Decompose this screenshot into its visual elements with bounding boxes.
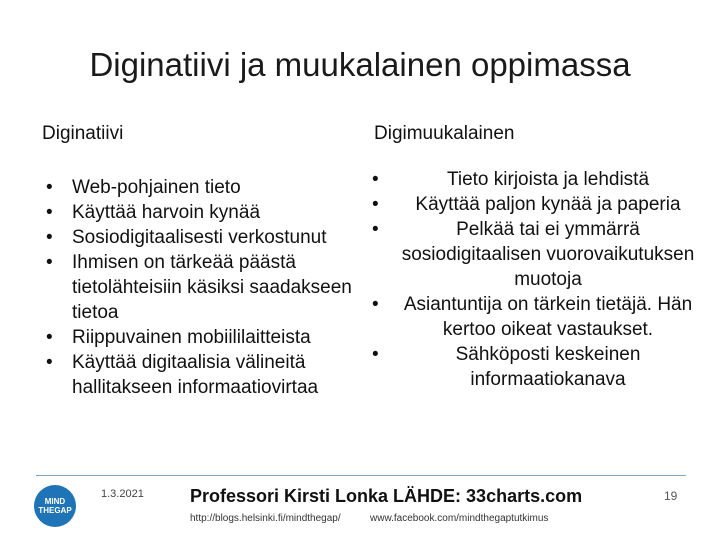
logo-line: THEGAP [38, 506, 72, 515]
footer-facebook-url[interactable]: www.facebook.com/mindthegaptutkimus [370, 513, 549, 524]
list-item: • Pelkää tai ei ymmärrä sosiodigitaalisen vuorovaikutuksen muotoja [368, 217, 698, 292]
mind-the-gap-logo [34, 485, 76, 527]
list-item: • Riippuvainen mobiililaitteista [42, 325, 362, 350]
footer-credit: Professori Kirsti Lonka LÄHDE: 33charts.com [190, 486, 583, 506]
logo-line: MIND [44, 497, 66, 506]
list-item: • Ihmisen on tärkeää päästä tietolähteisiin käsiksi saadakseen tietoa [42, 250, 362, 325]
left-column-heading: Diginatiivi [42, 123, 124, 144]
slide-date: 1.3.2021 [101, 488, 144, 500]
list-item: • Asiantuntija on tärkein tietäjä. Hän kertoo oikeat vastaukset. [368, 292, 698, 342]
list-item: • Sähköposti keskeinen informaatiokanava [368, 342, 698, 392]
list-item: • Käyttää harvoin kynää [42, 200, 362, 225]
list-item: • Käyttää digitaalisia välineitä hallitakseen informaatiovirtaa [42, 350, 362, 400]
left-bullet-list [42, 175, 362, 400]
footer-divider [36, 475, 686, 476]
list-item: • Käyttää paljon kynää ja paperia [368, 192, 698, 217]
slide-title: Diginatiivi ja muukalainen oppimassa [89, 46, 631, 83]
list-item: • Sosiodigitaalisesti verkostunut [42, 225, 362, 250]
list-item: • Tieto kirjoista ja lehdistä [368, 167, 698, 192]
right-bullet-list [368, 167, 698, 392]
page-number: 19 [664, 489, 678, 503]
footer-blog-url[interactable]: http://blogs.helsinki.fi/mindthegap/ [190, 513, 341, 524]
right-column-heading: Digimuukalainen [374, 123, 515, 144]
list-item: • Web-pohjainen tieto [42, 175, 362, 200]
